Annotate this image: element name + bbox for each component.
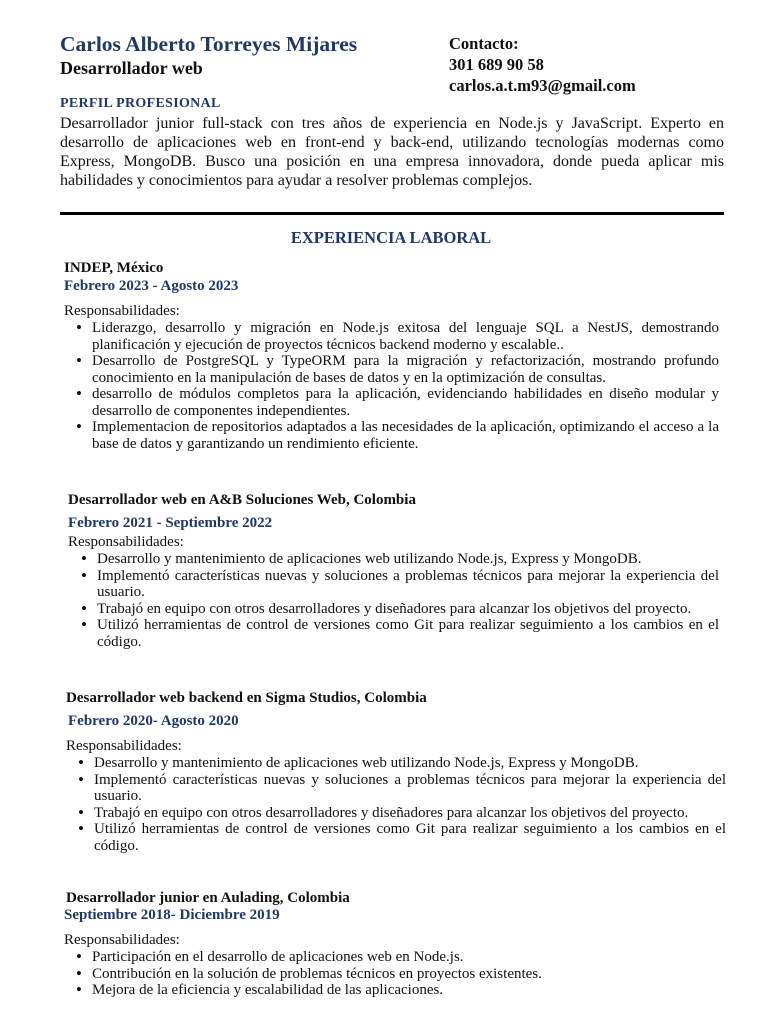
list-item: • Trabajó en equipo con otros desarrolladores y diseñadores para alcanzar los objetivos del proyecto. bbox=[66, 805, 726, 822]
responsibilities-list bbox=[64, 949, 724, 999]
job-dates: Septiembre 2018- Diciembre 2019 bbox=[64, 907, 280, 923]
responsibilities-list bbox=[64, 320, 719, 452]
experience-heading: EXPERIENCIA LABORAL bbox=[290, 228, 492, 247]
job-title: Desarrollador junior en Aulading, Colombia bbox=[66, 890, 350, 906]
candidate-role: Desarrollador web bbox=[60, 58, 203, 78]
contact-email: carlos.a.t.m93@gmail.com bbox=[449, 76, 636, 95]
job-title: Desarrollador web en A&B Soluciones Web, Colombia bbox=[68, 492, 416, 508]
section-divider bbox=[60, 212, 724, 215]
job-dates: Febrero 2023 - Agosto 2023 bbox=[64, 278, 239, 294]
responsibilities-label: Responsabilidades: bbox=[64, 932, 180, 948]
candidate-name: Carlos Alberto Torreyes Mijares bbox=[60, 32, 358, 56]
list-item: • Desarrollo y mantenimiento de aplicaciones web utilizando Node.js, Express y MongoDB. bbox=[66, 755, 726, 772]
job-dates: Febrero 2021 - Septiembre 2022 bbox=[68, 515, 273, 531]
list-item: • Implementó características nuevas y soluciones a problemas técnicos para mejorar la experiencia del usuario. bbox=[69, 568, 719, 601]
list-item: • Implementó características nuevas y soluciones a problemas técnicos para mejorar la experiencia del usuario. bbox=[66, 772, 726, 805]
responsibilities-list bbox=[69, 551, 719, 650]
responsibilities-list bbox=[66, 755, 726, 854]
responsibilities-label: Responsabilidades: bbox=[66, 738, 182, 754]
profile-summary: Desarrollador junior full-stack con tres años de experiencia en Node.js y JavaScript. Experto en desarrollo de aplicaciones web en front-end y back-end, utilizando tecnologías modernas como Express, MongoDB. Busco una posición en una empresa innovadora, donde pueda aplicar mis habilidades y conocimientos para ayudar a resolver problemas complejos. bbox=[60, 115, 724, 189]
list-item: • Contribución en la solución de problemas técnicos en proyectos existentes. bbox=[64, 966, 724, 983]
contact-label: Contacto: bbox=[449, 34, 519, 53]
list-item: • Desarrollo de PostgreSQL y TypeORM para la migración y refactorización, mostrando profundo conocimiento en la manipulación de bases de datos y en la optimización de consultas. bbox=[64, 353, 719, 386]
contact-phone: 301 689 90 58 bbox=[449, 55, 544, 74]
profile-heading: PERFIL PROFESIONAL bbox=[60, 96, 221, 111]
job-title: Desarrollador web backend en Sigma Studios, Colombia bbox=[66, 690, 427, 706]
list-item: • Liderazgo, desarrollo y migración en Node.js exitosa del lenguaje SQL a NestJS, demostrando planificación y ejecución de proyectos técnicos backend moderno y escalable.. bbox=[64, 320, 719, 353]
responsibilities-label: Responsabilidades: bbox=[68, 534, 184, 550]
list-item: • Trabajó en equipo con otros desarrolladores y diseñadores para alcanzar los objetivos del proyecto. bbox=[69, 601, 719, 618]
list-item: • Implementacion de repositorios adaptados a las necesidades de la aplicación, optimizando el acceso a la base de datos y garantizando un rendimiento eficiente. bbox=[64, 419, 719, 452]
job-title: INDEP, México bbox=[64, 260, 164, 276]
contact-block bbox=[449, 33, 636, 96]
list-item: • Participación en el desarrollo de aplicaciones web en Node.js. bbox=[64, 949, 724, 966]
list-item: • Utilizó herramientas de control de versiones como Git para realizar seguimiento a los cambios en el código. bbox=[66, 821, 726, 854]
list-item: • Mejora de la eficiencia y escalabilidad de las aplicaciones. bbox=[64, 982, 724, 999]
list-item: • Desarrollo y mantenimiento de aplicaciones web utilizando Node.js, Express y MongoDB. bbox=[69, 551, 719, 568]
list-item: • desarrollo de módulos completos para la aplicación, evidenciando habilidades en diseño modular y desarrollo de componentes independientes. bbox=[64, 386, 719, 419]
job-dates: Febrero 2020- Agosto 2020 bbox=[68, 713, 239, 729]
list-item: • Utilizó herramientas de control de versiones como Git para realizar seguimiento a los cambios en el código. bbox=[69, 617, 719, 650]
responsibilities-label: Responsabilidades: bbox=[64, 303, 180, 319]
